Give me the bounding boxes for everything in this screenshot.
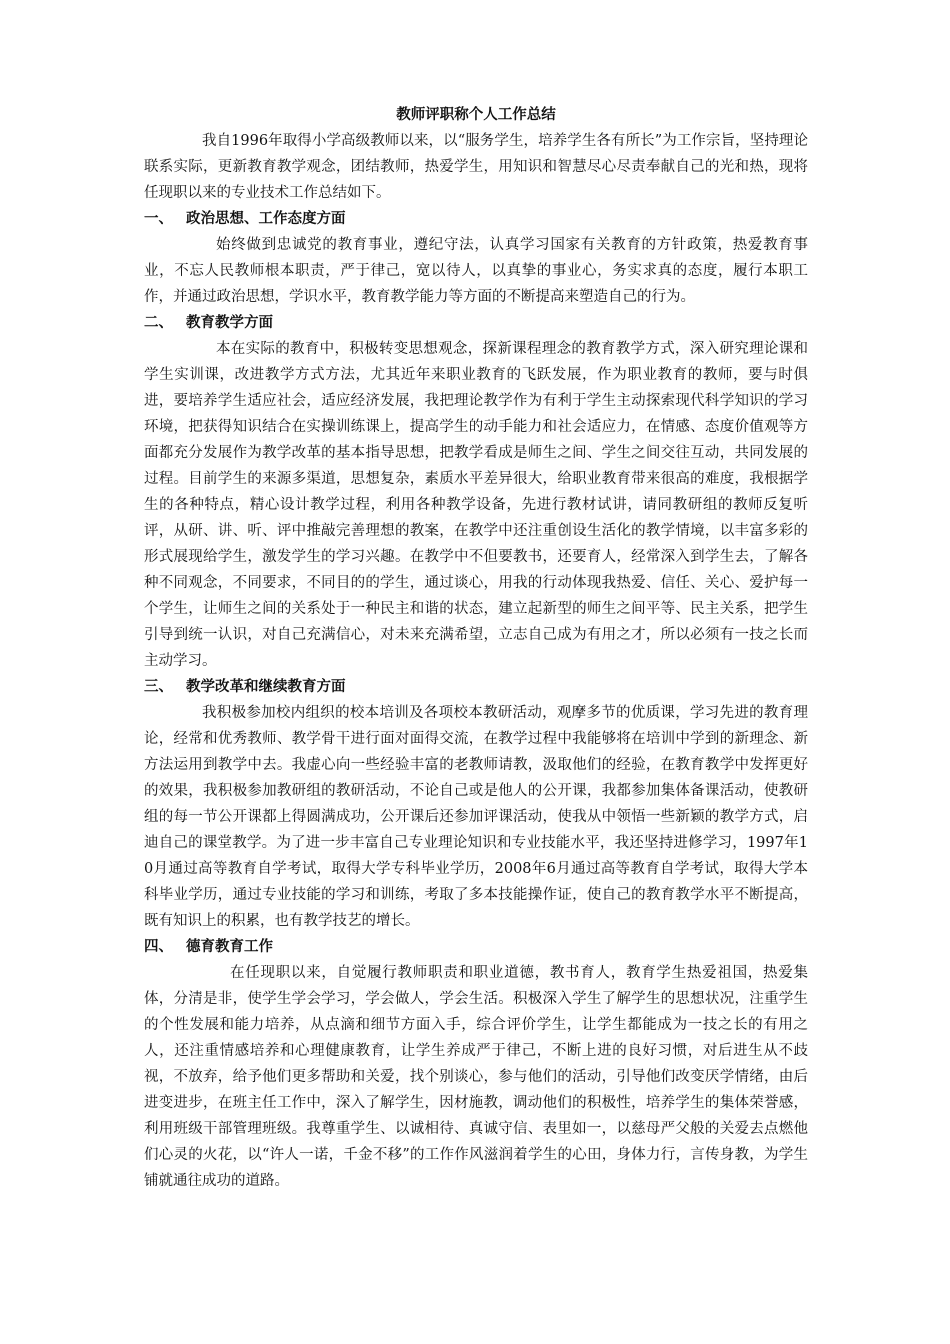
- section-body-3: 我积极参加校内组织的校本培训及各项校本教研活动，观摩多节的优质课，学习先进的教育理论，经常和优秀教师、教学骨干进行面对面得交流，在教学过程中我能够将在培训中学到的新理念、新方法运用到教学中去。我虚心向一些经验丰富的老教师请教，汲取他们的经验，在教育教学中发挥更好的效果，我积极参加教研组的教研活动，不论自己或是他人的公开课，我都参加集体备课活动，使教研组的每一节公开课都上得圆满成功，公开课后还参加评课活动，使我从中领悟一些新颖的教学方式，启迪自己的课堂教学。为了进一步丰富自己专业理论知识和专业技能水平，我还坚持进修学习，1997年10月通过高等教育自学考试，取得大学专科毕业学历，2008年6月通过高等教育自学考试，取得大学本科毕业学历，通过专业技能的学习和训练，考取了多本技能操作证，使自己的教育教学水平不断提高，既有知识上的积累，也有教学技艺的增长。: [144, 705, 808, 929]
- section-number: 四、: [144, 939, 173, 955]
- section-heading-4: [144, 934, 808, 960]
- section-number: 一、: [144, 211, 173, 227]
- section-title: 教育教学方面: [186, 315, 273, 331]
- section-number: 二、: [144, 315, 173, 331]
- section-body-4: 在任现职以来，自觉履行教师职责和职业道德，教书育人，教育学生热爱祖国，热爱集体，分清是非，使学生学会学习，学会做人，学会生活。积极深入学生了解学生的思想状况，注重学生的个性发展和能力培养，从点滴和细节方面入手，综合评价学生，让学生都能成为一技之长的有用之人，还注重情感培养和心理健康教育，让学生养成严于律己，不断上进的良好习惯，对后进生从不歧视，不放弃，给予他们更多帮助和关爱，找个别谈心，参与他们的活动，引导他们改变厌学情绪，由后进变进步，在班主任工作中，深入了解学生，因材施教，调动他们的积极性，培养学生的集体荣誉感，利用班级干部管理班级。我尊重学生、以诚相待、真诚守信、表里如一，以慈母严父般的关爱去点燃他们心灵的火花，以“许人一诺，千金不移”的工作作风滋润着学生的心田，身体力行，言传身教，为学生铺就通往成功的道路。: [144, 965, 808, 1189]
- section-heading-1: [144, 206, 808, 232]
- section-title: 教学改革和继续教育方面: [186, 679, 346, 695]
- section-heading-3: [144, 674, 808, 700]
- section-body-1: 始终做到忠诚党的教育事业，遵纪守法，认真学习国家有关教育的方针政策，热爱教育事业，不忘人民教师根本职责，严于律己，宽以待人，以真挚的事业心，务实求真的态度，履行本职工作，并通过政治思想，学识水平，教育教学能力等方面的不断提高来塑造自己的行为。: [144, 237, 808, 305]
- section-title: 政治思想、工作态度方面: [186, 211, 346, 227]
- section-body-2: 本在实际的教育中，积极转变思想观念，探新课程理念的教育教学方式，深入研究理论课和学生实训课，改进教学方式方法，尤其近年来职业教育的飞跃发展，作为职业教育的教师，要与时俱进，要培养学生适应社会，适应经济发展，我把理论教学作为有利于学生主动探索现代科学知识的学习环境，把获得知识结合在实操训练课上，提高学生的动手能力和社会适应力，在情感、态度价值观等方面都充分发展作为教学改革的基本指导思想，把教学看成是师生之间、学生之间交往互动，共同发展的过程。目前学生的来源多渠道，思想复杂，素质水平差异很大，给职业教育带来很高的难度，我根据学生的各种特点，精心设计教学过程，利用各种教学设备，先进行教材试讲，请同教研组的教师反复听评，从研、讲、听、评中推敲完善理想的教案，在教学中还注重创设生活化的教学情境，以丰富多彩的形式展现给学生，激发学生的学习兴趣。在教学中不但要教书，还要育人，经常深入到学生去，了解各种不同观念，不同要求，不同目的的学生，通过谈心，用我的行动体现我热爱、信任、关心、爱护每一个学生，让师生之间的关系处于一种民主和谐的状态，建立起新型的师生之间平等、民主关系，把学生引导到统一认识，对自己充满信心，对未来充满希望，立志自己成为有用之才，所以必须有一技之长而主动学习。: [144, 341, 808, 669]
- document-page: [144, 102, 808, 1194]
- section-title: 德育教育工作: [186, 939, 273, 955]
- document-title: 教师评职称个人工作总结: [396, 107, 556, 123]
- intro-paragraph: 我自1996年取得小学高级教师以来，以“服务学生，培养学生各有所长”为工作宗旨，坚持理论联系实际，更新教育教学观念，团结教师，热爱学生，用知识和智慧尽心尽责奉献自己的光和热，现将任现职以来的专业技术工作总结如下。: [144, 133, 808, 201]
- section-heading-2: [144, 310, 808, 336]
- section-number: 三、: [144, 679, 173, 695]
